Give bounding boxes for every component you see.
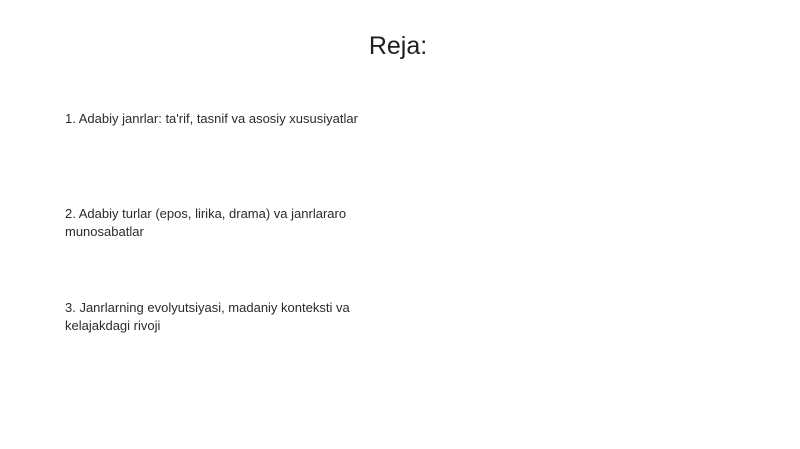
slide-title: Reja: <box>368 32 428 60</box>
plan-item-2: 2. Adabiy turlar (epos, lirika, drama) va janrlararo munosabatlar <box>65 206 347 239</box>
plan-item-3: 3. Janrlarning evolyutsiyasi, madaniy konteksti va kelajakdagi rivoji <box>65 300 350 333</box>
plan-item-1: 1. Adabiy janrlar: ta'rif, tasnif va asosiy xususiyatlar <box>65 111 358 126</box>
